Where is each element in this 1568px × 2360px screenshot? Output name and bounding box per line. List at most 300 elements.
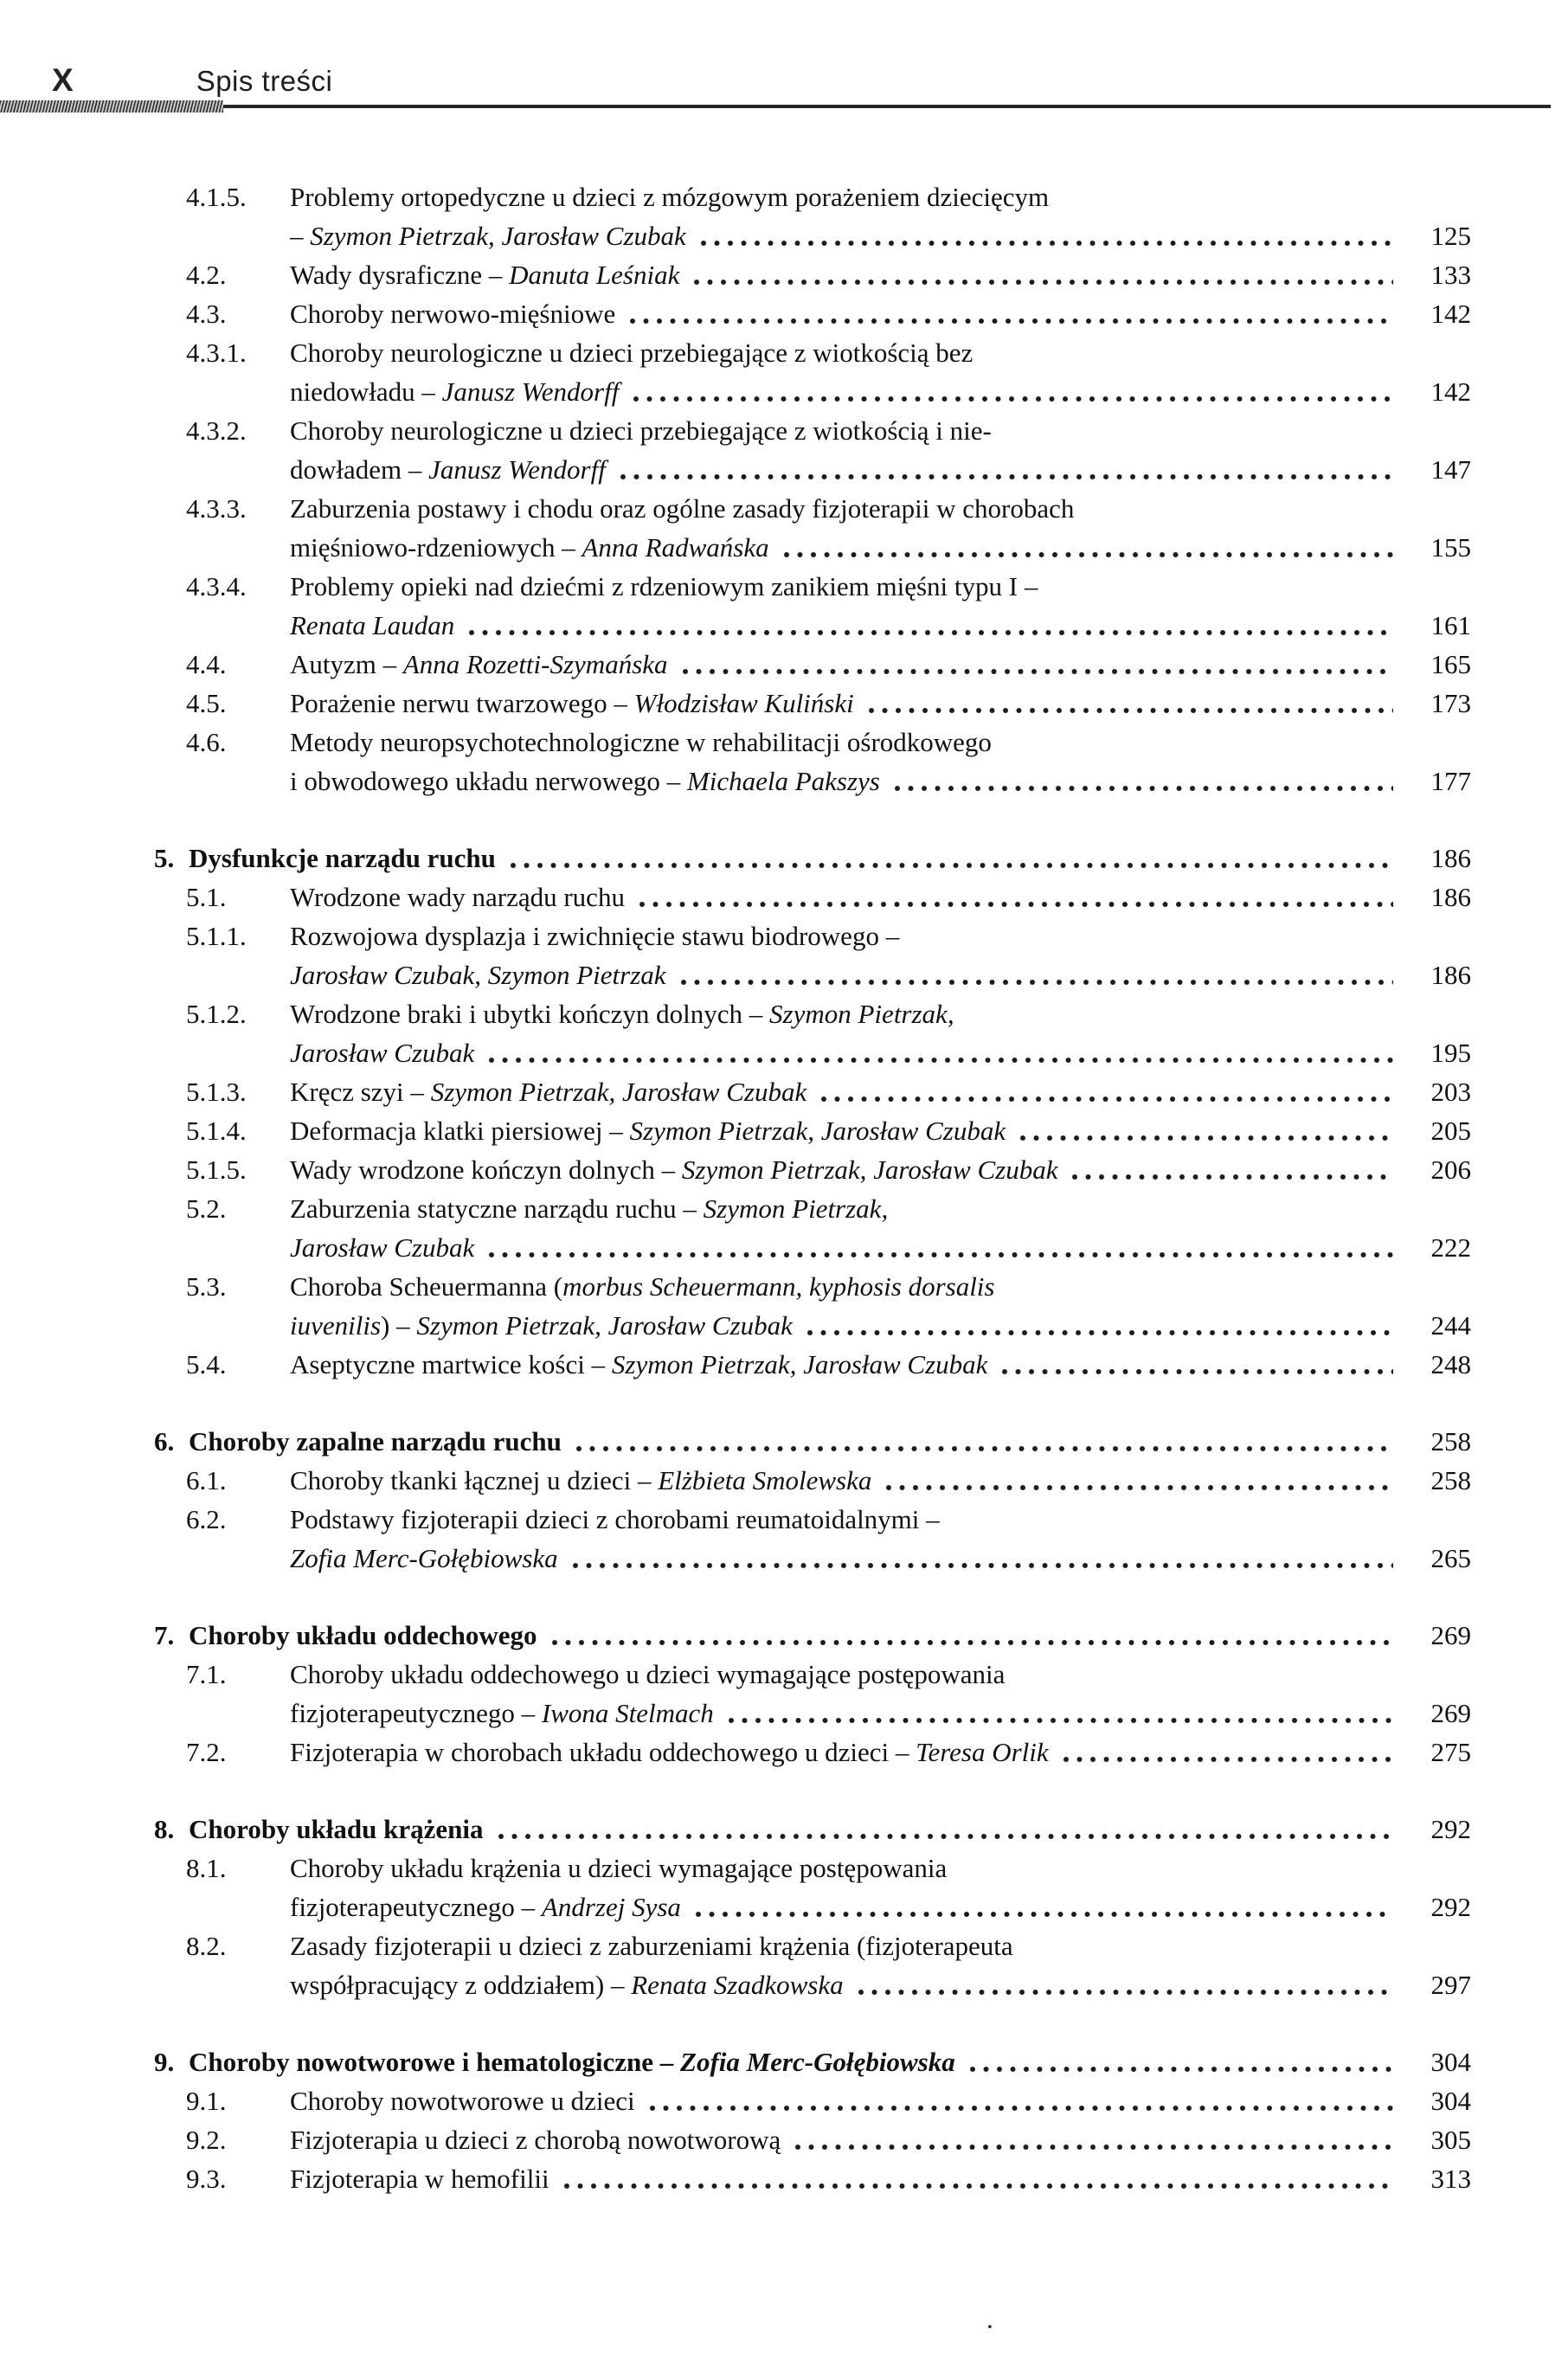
- dot-leader: [494, 1810, 1393, 1849]
- entry-text-segments: [290, 1965, 844, 2004]
- entry-text: Wady dysraficzne –: [290, 260, 510, 290]
- entry-number: 5.4.: [186, 1349, 227, 1379]
- dot-leader: [635, 878, 1393, 916]
- page-number: 275: [1430, 1737, 1471, 1767]
- page-number: 177: [1430, 766, 1471, 796]
- toc-entry: [0, 489, 1568, 567]
- entry-text: Fizjoterapia w hemofilii: [290, 2164, 549, 2194]
- page-number: 142: [1430, 376, 1471, 407]
- entry-body: [290, 1345, 1471, 1384]
- entry-line: [290, 333, 1471, 372]
- entry-text: Fizjoterapia u dzieci z chorobą nowotworową: [290, 2125, 781, 2155]
- entry-text: Choroby układu oddechowego: [189, 1620, 537, 1650]
- page-number: 297: [1430, 1970, 1471, 2000]
- entry-text-segments: [290, 1189, 888, 1228]
- entry-text-segments: [290, 1345, 987, 1384]
- entry-line: [189, 1810, 1471, 1849]
- page-number: 186: [1430, 960, 1471, 990]
- entry-body: [290, 1500, 1471, 1578]
- entry-text-segments: [290, 723, 992, 762]
- page-number: 186: [1430, 882, 1471, 912]
- author-name: Szymon Pietrzak,: [703, 1193, 889, 1224]
- entry-text: Choroby układu krążenia: [189, 1814, 484, 1844]
- running-head: [52, 62, 332, 99]
- toc-entry: [0, 645, 1568, 684]
- entry-number: 5.3.: [186, 1271, 227, 1302]
- entry-number: 4.1.5.: [186, 182, 247, 212]
- dot-leader: [560, 2159, 1393, 2198]
- entry-body: [290, 1849, 1471, 1926]
- entry-text: i obwodowego układu nerwowego –: [290, 766, 687, 796]
- entry-line: [290, 528, 1471, 567]
- entry-text-segments: [290, 489, 1074, 528]
- entry-body: [189, 1422, 1471, 1461]
- toc-entry: [0, 723, 1568, 801]
- entry-number: 5.1.1.: [186, 921, 247, 951]
- entry-number: 5.1.3.: [186, 1077, 247, 1107]
- entry-text-segments: [290, 1694, 714, 1733]
- page-number: 248: [1430, 1349, 1471, 1379]
- page-number: 269: [1430, 1698, 1471, 1728]
- author-name: Elżbieta Smolewska: [658, 1465, 872, 1495]
- entry-line: [290, 489, 1471, 528]
- dot-leader: [724, 1694, 1393, 1733]
- page-number: 186: [1430, 843, 1471, 873]
- author-name: Szymon Pietrzak, Jarosław Czubak: [430, 1077, 807, 1107]
- entry-text: Rozwojowa dysplazja i zwichnięcie stawu biodrowego –: [290, 921, 900, 951]
- entry-text: Problemy ortopedyczne u dzieci z mózgowym porażeniem dziecięcym: [290, 182, 1050, 212]
- entry-text-segments: [290, 1887, 681, 1926]
- entry-body: [189, 2042, 1471, 2081]
- dot-leader: [690, 255, 1393, 294]
- entry-body: [290, 489, 1471, 567]
- page-number: 265: [1430, 1543, 1471, 1573]
- dot-leader: [1068, 1150, 1393, 1189]
- entry-text: Choroby nowotworowe i hematologiczne –: [189, 2047, 681, 2077]
- entry-number: 4.3.4.: [186, 571, 247, 601]
- author-name: Szymon Pietrzak,: [769, 999, 954, 1029]
- entry-line: [290, 1926, 1471, 1965]
- entry-text-segments: [290, 1733, 1049, 1772]
- author-name: Iwona Stelmach: [541, 1698, 714, 1728]
- entry-number: 9.1.: [186, 2086, 227, 2116]
- dot-leader: [626, 294, 1393, 333]
- entry-body: [290, 177, 1471, 255]
- entry-line: [290, 723, 1471, 762]
- entry-body: [290, 255, 1471, 294]
- page-number: 195: [1430, 1038, 1471, 1068]
- entry-line: [290, 1072, 1471, 1111]
- entry-number: 4.3.2.: [186, 415, 247, 446]
- entry-line: [189, 1422, 1471, 1461]
- author-name: Danuta Leśniak: [509, 260, 680, 290]
- entry-line: [290, 762, 1471, 801]
- entry-number: 5.1.2.: [186, 999, 247, 1029]
- entry-number: 6.1.: [186, 1465, 227, 1495]
- entry-line: [189, 2042, 1471, 2081]
- dot-leader: [864, 684, 1393, 723]
- entry-text-segments: [290, 1926, 1013, 1965]
- entry-number: 7.2.: [186, 1737, 227, 1767]
- entry-line: [290, 1461, 1471, 1500]
- entry-text: Wady wrodzone kończyn dolnych –: [290, 1154, 682, 1185]
- entry-line: [290, 1267, 1471, 1306]
- header-rule-hatch: [0, 100, 223, 113]
- entry-text-segments: [290, 1072, 806, 1111]
- entry-line: [290, 1150, 1471, 1189]
- entry-body: [290, 1655, 1471, 1733]
- toc-entry: [0, 2120, 1568, 2159]
- page-number: 304: [1430, 2047, 1471, 2077]
- entry-body: [189, 1810, 1471, 1849]
- entry-body: [290, 2081, 1471, 2120]
- page-number: 269: [1430, 1620, 1471, 1650]
- header-rule-line: [0, 105, 1551, 108]
- dot-leader: [817, 1072, 1393, 1111]
- page-number: 304: [1430, 2086, 1471, 2116]
- dot-leader: [803, 1306, 1393, 1345]
- entry-line: [290, 411, 1471, 450]
- entry-text-segments: [290, 762, 880, 801]
- entry-line: [290, 2159, 1471, 2198]
- entry-text-segments: [290, 684, 854, 723]
- entry-text-segments: [290, 1033, 474, 1072]
- entry-line: [290, 1887, 1471, 1926]
- dot-leader: [548, 1616, 1393, 1655]
- entry-number: 8.2.: [186, 1931, 227, 1961]
- entry-text: niedowładu –: [290, 376, 442, 407]
- entry-text: –: [290, 221, 311, 251]
- entry-text: ) –: [381, 1310, 417, 1341]
- entry-text: Wrodzone wady narządu ruchu: [290, 882, 625, 912]
- page-number: 258: [1430, 1426, 1471, 1457]
- entry-body: [290, 1072, 1471, 1111]
- entry-body: [290, 2159, 1471, 2198]
- entry-line: [290, 216, 1471, 255]
- entry-body: [290, 1926, 1471, 2004]
- toc-entry: [0, 1111, 1568, 1150]
- toc-entry: [0, 994, 1568, 1072]
- toc-entry: [0, 1616, 1568, 1655]
- toc-entry: [0, 1267, 1568, 1345]
- table-of-contents: [0, 177, 1568, 2198]
- toc-entry: [0, 1150, 1568, 1189]
- entry-line: [290, 2120, 1471, 2159]
- entry-body: [189, 839, 1471, 878]
- entry-text-segments: [189, 839, 496, 878]
- author-name: Janusz Wendorff: [441, 376, 620, 407]
- page-title: Spis treści: [196, 65, 333, 97]
- dot-leader: [629, 372, 1393, 411]
- entry-text: Choroby układu oddechowego u dzieci wymagające postępowania: [290, 1659, 1006, 1689]
- entry-number: 9.: [154, 2047, 175, 2077]
- entry-text: Aseptyczne martwice kości –: [290, 1349, 612, 1379]
- entry-body: [290, 294, 1471, 333]
- author-name: Andrzej Sysa: [541, 1892, 681, 1922]
- entry-line: [290, 567, 1471, 606]
- entry-line: [290, 1965, 1471, 2004]
- entry-text-segments: [290, 255, 679, 294]
- page-number: 292: [1430, 1892, 1471, 1922]
- entry-body: [290, 645, 1471, 684]
- entry-text-segments: [290, 1111, 1006, 1150]
- dot-leader: [890, 762, 1393, 801]
- entry-number: 5.: [154, 843, 175, 873]
- dot-leader: [485, 1228, 1393, 1267]
- entry-text-segments: [290, 2120, 781, 2159]
- page-number: 305: [1430, 2125, 1471, 2155]
- entry-line: [290, 878, 1471, 916]
- author-name: Szymon Pietrzak, Jarosław Czubak: [310, 221, 686, 251]
- dot-leader: [882, 1461, 1393, 1500]
- dot-leader: [506, 839, 1393, 878]
- entry-body: [290, 333, 1471, 411]
- entry-number: 4.4.: [186, 649, 227, 679]
- entry-line: [290, 1655, 1471, 1694]
- entry-line: [189, 1616, 1471, 1655]
- entry-text: fizjoterapeutycznego –: [290, 1698, 542, 1728]
- dot-leader: [677, 955, 1393, 994]
- dot-leader: [691, 1887, 1393, 1926]
- entry-text-segments: [290, 372, 619, 411]
- entry-number: 4.3.3.: [186, 493, 247, 524]
- entry-text: mięśniowo-rdzeniowych –: [290, 532, 582, 563]
- author-name: iuvenilis: [290, 1310, 382, 1341]
- entry-text-segments: [189, 2042, 955, 2081]
- entry-text: współpracujący z oddziałem) –: [290, 1970, 632, 2000]
- entry-text-segments: [290, 1461, 871, 1500]
- entry-line: [290, 684, 1471, 723]
- entry-line: [290, 1733, 1471, 1772]
- toc-entry: [0, 1189, 1568, 1267]
- entry-line: [290, 994, 1471, 1033]
- page-number: 173: [1430, 688, 1471, 718]
- entry-text-segments: [290, 294, 615, 333]
- toc-entry: [0, 1072, 1568, 1111]
- page-number: 155: [1430, 532, 1471, 563]
- entry-text: Choroby tkanki łącznej u dzieci –: [290, 1465, 659, 1495]
- entry-line: [290, 1189, 1471, 1228]
- entry-text-segments: [290, 1228, 474, 1267]
- toc-entry: [0, 1926, 1568, 2004]
- entry-line: [290, 645, 1471, 684]
- entry-body: [290, 723, 1471, 801]
- entry-text: Choroby neurologiczne u dzieci przebiegające z wiotkością bez: [290, 338, 974, 368]
- entry-text-segments: [189, 1616, 537, 1655]
- entry-number: 7.1.: [186, 1659, 227, 1689]
- entry-number: 4.5.: [186, 688, 227, 718]
- toc-entry: [0, 1849, 1568, 1926]
- entry-text: Choroby nerwowo-mięśniowe: [290, 299, 616, 329]
- page-number: 142: [1430, 299, 1471, 329]
- dot-leader: [697, 216, 1393, 255]
- toc-entry: [0, 294, 1568, 333]
- entry-text: dowładem –: [290, 454, 429, 485]
- author-name: Włodzisław Kuliński: [633, 688, 854, 718]
- stray-print-mark: .: [986, 2304, 993, 2334]
- entry-text-segments: [290, 216, 686, 255]
- author-name: Szymon Pietrzak, Jarosław Czubak: [611, 1349, 988, 1379]
- entry-number: 9.3.: [186, 2164, 227, 2194]
- entry-text: Fizjoterapia w chorobach układu oddechowego u dzieci –: [290, 1737, 916, 1767]
- dot-leader: [465, 606, 1393, 645]
- entry-text: Deformacja klatki piersiowej –: [290, 1116, 630, 1146]
- entry-text-segments: [290, 450, 606, 489]
- entry-line: [290, 1228, 1471, 1267]
- entry-line: [290, 372, 1471, 411]
- author-name: Zofia Merc-Gołębiowska: [290, 1543, 558, 1573]
- toc-entry: [0, 567, 1568, 645]
- entry-number: 5.1.: [186, 882, 227, 912]
- entry-text-segments: [290, 1655, 1005, 1694]
- entry-text: Zaburzenia statyczne narządu ruchu –: [290, 1193, 704, 1224]
- author-name: Anna Radwańska: [582, 532, 769, 563]
- entry-text-segments: [290, 1849, 947, 1887]
- author-name: Michaela Pakszys: [686, 766, 880, 796]
- dot-leader: [678, 645, 1393, 684]
- entry-line: [189, 839, 1471, 878]
- entry-line: [290, 1539, 1471, 1578]
- author-name: Zofia Merc-Gołębiowska: [680, 2047, 955, 2077]
- dot-leader: [572, 1422, 1393, 1461]
- entry-line: [290, 294, 1471, 333]
- entry-text-segments: [290, 333, 973, 372]
- entry-text-segments: [290, 645, 668, 684]
- page-number: 133: [1430, 260, 1471, 290]
- page-number: 203: [1430, 1077, 1471, 1107]
- dot-leader: [780, 528, 1393, 567]
- entry-body: [290, 1267, 1471, 1345]
- page-number: 125: [1430, 221, 1471, 251]
- entry-number: 8.: [154, 1814, 175, 1844]
- page-corner-label: X: [52, 62, 74, 98]
- toc-entry: [0, 1345, 1568, 1384]
- toc-entry: [0, 684, 1568, 723]
- entry-body: [290, 1461, 1471, 1500]
- entry-line: [290, 916, 1471, 955]
- dot-leader: [854, 1965, 1393, 2004]
- entry-body: [290, 2120, 1471, 2159]
- toc-entry: [0, 878, 1568, 916]
- author-name: Szymon Pietrzak, Jarosław Czubak: [416, 1310, 793, 1341]
- author-name: Szymon Pietrzak, Jarosław Czubak: [629, 1116, 1006, 1146]
- dot-leader: [616, 450, 1393, 489]
- toc-entry: [0, 1733, 1568, 1772]
- toc-entry: [0, 255, 1568, 294]
- entry-text: Podstawy fizjoterapii dzieci z chorobami reumatoidalnymi –: [290, 1504, 940, 1534]
- entry-body: [290, 1111, 1471, 1150]
- entry-text-segments: [290, 606, 454, 645]
- entry-text: fizjoterapeutycznego –: [290, 1892, 542, 1922]
- entry-text: Zasady fizjoterapii u dzieci z zaburzeniami krążenia (fizjoterapeuta: [290, 1931, 1013, 1961]
- page-number: 222: [1430, 1232, 1471, 1263]
- entry-text: Choroba Scheuermanna (: [290, 1271, 563, 1302]
- entry-text-segments: [290, 1150, 1057, 1189]
- page-number: 258: [1430, 1465, 1471, 1495]
- entry-text: Zaburzenia postawy i chodu oraz ogólne zasady fizjoterapii w chorobach: [290, 493, 1075, 524]
- dot-leader: [646, 2081, 1393, 2120]
- dot-leader: [1016, 1111, 1393, 1150]
- entry-number: 7.: [154, 1620, 175, 1650]
- entry-text-segments: [290, 1500, 940, 1539]
- entry-line: [290, 2081, 1471, 2120]
- entry-text-segments: [189, 1422, 562, 1461]
- entry-body: [290, 878, 1471, 916]
- author-name: Janusz Wendorff: [428, 454, 606, 485]
- entry-text: Wrodzone braki i ubytki kończyn dolnych –: [290, 999, 770, 1029]
- entry-number: 4.2.: [186, 260, 227, 290]
- author-name: Teresa Orlik: [916, 1737, 1049, 1767]
- toc-entry: [0, 1655, 1568, 1733]
- author-name: Jarosław Czubak: [290, 1038, 475, 1068]
- entry-number: 5.1.5.: [186, 1154, 247, 1185]
- author-name: Jarosław Czubak, Szymon Pietrzak: [290, 960, 666, 990]
- entry-text-segments: [290, 2081, 635, 2120]
- toc-entry: [0, 2081, 1568, 2120]
- entry-text-segments: [189, 1810, 484, 1849]
- author-name: Anna Rozetti-Szymańska: [402, 649, 668, 679]
- entry-number: 8.1.: [186, 1853, 227, 1883]
- entry-text-segments: [290, 567, 1038, 606]
- entry-text-segments: [290, 1539, 558, 1578]
- entry-text: Problemy opieki nad dziećmi z rdzeniowym zanikiem mięśni typu I –: [290, 571, 1038, 601]
- entry-text: Kręcz szyi –: [290, 1077, 431, 1107]
- entry-text: Choroby nowotworowe u dzieci: [290, 2086, 635, 2116]
- dot-leader: [998, 1345, 1393, 1384]
- entry-body: [290, 994, 1471, 1072]
- entry-line: [290, 1694, 1471, 1733]
- author-name: Szymon Pietrzak, Jarosław Czubak: [681, 1154, 1058, 1185]
- toc-entry: [0, 177, 1568, 255]
- toc-entry: [0, 2159, 1568, 2198]
- entry-text-segments: [290, 878, 625, 916]
- entry-line: [290, 1306, 1471, 1345]
- toc-entry: [0, 916, 1568, 994]
- entry-text: Dysfunkcje narządu ruchu: [189, 843, 496, 873]
- toc-entry: [0, 1422, 1568, 1461]
- author-name: morbus Scheuermann, kyphosis dorsalis: [562, 1271, 995, 1302]
- entry-body: [290, 1150, 1471, 1189]
- entry-number: 6.2.: [186, 1504, 227, 1534]
- entry-text-segments: [290, 177, 1049, 216]
- entry-line: [290, 955, 1471, 994]
- dot-leader: [966, 2042, 1393, 2081]
- entry-line: [290, 1033, 1471, 1072]
- entry-text: Autyzm –: [290, 649, 403, 679]
- entry-body: [290, 1189, 1471, 1267]
- toc-entry: [0, 333, 1568, 411]
- toc-entry: [0, 1461, 1568, 1500]
- entry-body: [290, 684, 1471, 723]
- page-number: 292: [1430, 1814, 1471, 1844]
- dot-leader: [485, 1033, 1393, 1072]
- entry-text: Choroby zapalne narządu ruchu: [189, 1426, 562, 1457]
- entry-text: Choroby układu krążenia u dzieci wymagające postępowania: [290, 1853, 948, 1883]
- entry-number: 6.: [154, 1426, 175, 1457]
- author-name: Jarosław Czubak: [290, 1232, 475, 1263]
- entry-text-segments: [290, 411, 992, 450]
- entry-text-segments: [290, 1306, 793, 1345]
- page-number: 206: [1430, 1154, 1471, 1185]
- dot-leader: [569, 1539, 1393, 1578]
- entry-text-segments: [290, 955, 666, 994]
- entry-number: 5.2.: [186, 1193, 227, 1224]
- entry-line: [290, 177, 1471, 216]
- entry-text: Metody neuropsychotechnologiczne w rehabilitacji ośrodkowego: [290, 727, 992, 757]
- entry-text-segments: [290, 2159, 549, 2198]
- toc-entry: [0, 839, 1568, 878]
- page-number: 244: [1430, 1310, 1471, 1341]
